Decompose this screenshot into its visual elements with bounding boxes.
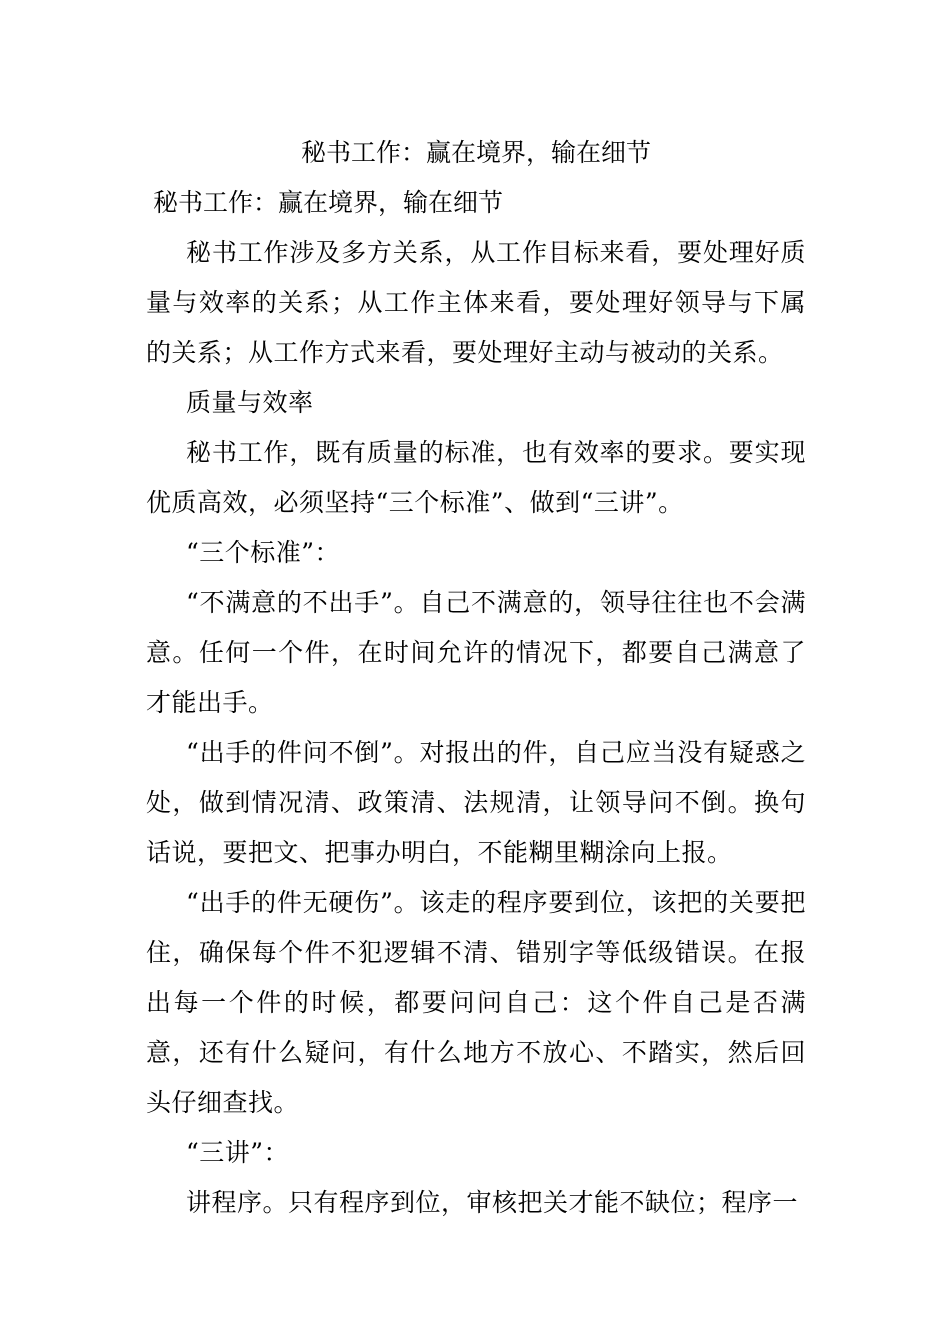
paragraph-quality-efficiency: 秘书工作，既有质量的标准，也有效率的要求。要实现优质高效，必须坚持“三个标准”、做到“三讲”。: [146, 438, 806, 517]
document-subtitle: 秘书工作：赢在境界，输在细节: [153, 188, 504, 217]
paragraph-jiang-procedure: 讲程序。只有程序到位，审核把关才能不缺位；程序一: [186, 1188, 799, 1217]
document-title: 秘书工作：赢在境界，输在细节: [300, 138, 651, 167]
subheading-three-standards: “三个标准”：: [186, 538, 341, 567]
paragraph-intro: 秘书工作涉及多方关系，从工作目标来看，要处理好质量与效率的关系；从工作主体来看，要处理好领导与下属的关系；从工作方式来看，要处理好主动与被动的关系。: [146, 238, 806, 367]
document-page: [146, 128, 806, 1228]
paragraph-standard-2: “出手的件问不倒”。对报出的件，自己应当没有疑惑之处，做到情况清、政策清、法规清，让领导问不倒。换句话说，要把文、把事办明白，不能糊里糊涂向上报。: [146, 738, 806, 867]
paragraph-standard-3: “出手的件无硬伤”。该走的程序要到位，该把的关要把住，确保每个件不犯逻辑不清、错别字等低级错误。在报出每一个件的时候，都要问问自己：这个件自己是否满意，还有什么疑问，有什么地方不放心、不踏实，然后回头仔细查找。: [146, 888, 806, 1117]
section-heading-quality-efficiency: 质量与效率: [186, 388, 314, 417]
paragraph-standard-1: “不满意的不出手”。自己不满意的，领导往往也不会满意。任何一个件，在时间允许的情况下，都要自己满意了才能出手。: [146, 588, 806, 717]
subheading-three-jiang: “三讲”：: [186, 1138, 290, 1167]
